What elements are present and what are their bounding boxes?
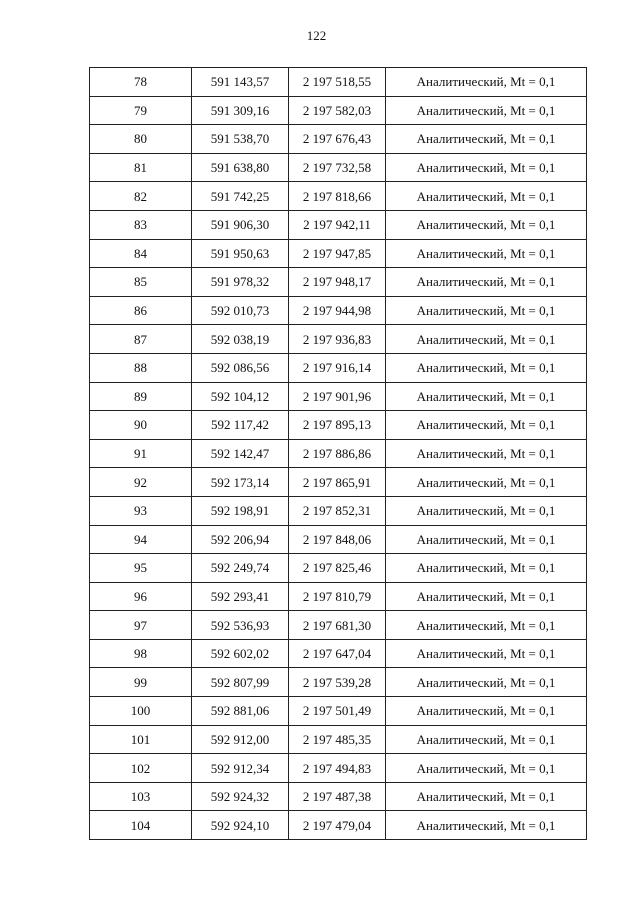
- y-coordinate-cell: 2 197 901,96: [289, 382, 386, 411]
- table-row: [90, 811, 587, 840]
- point-number-cell: 91: [90, 439, 192, 468]
- point-number-cell: 96: [90, 582, 192, 611]
- x-coordinate-cell: 592 249,74: [192, 554, 289, 583]
- point-number-cell: 78: [90, 68, 192, 97]
- point-number-cell: 88: [90, 353, 192, 382]
- y-coordinate-cell: 2 197 676,43: [289, 125, 386, 154]
- table-row: [90, 554, 587, 583]
- method-cell: Аналитический, Mt = 0,1: [386, 468, 587, 497]
- x-coordinate-cell: 592 086,56: [192, 353, 289, 382]
- point-number-cell: 100: [90, 697, 192, 726]
- point-number-cell: 103: [90, 782, 192, 811]
- table-row: [90, 182, 587, 211]
- x-coordinate-cell: 592 536,93: [192, 611, 289, 640]
- y-coordinate-cell: 2 197 818,66: [289, 182, 386, 211]
- y-coordinate-cell: 2 197 948,17: [289, 268, 386, 297]
- point-number-cell: 93: [90, 496, 192, 525]
- method-cell: Аналитический, Mt = 0,1: [386, 554, 587, 583]
- method-cell: Аналитический, Mt = 0,1: [386, 754, 587, 783]
- y-coordinate-cell: 2 197 487,38: [289, 782, 386, 811]
- y-coordinate-cell: 2 197 518,55: [289, 68, 386, 97]
- table-row: [90, 754, 587, 783]
- method-cell: Аналитический, Mt = 0,1: [386, 325, 587, 354]
- method-cell: Аналитический, Mt = 0,1: [386, 496, 587, 525]
- point-number-cell: 92: [90, 468, 192, 497]
- x-coordinate-cell: 592 142,47: [192, 439, 289, 468]
- table-row: [90, 382, 587, 411]
- method-cell: Аналитический, Mt = 0,1: [386, 296, 587, 325]
- coordinates-table: [89, 67, 587, 840]
- y-coordinate-cell: 2 197 732,58: [289, 153, 386, 182]
- y-coordinate-cell: 2 197 494,83: [289, 754, 386, 783]
- y-coordinate-cell: 2 197 539,28: [289, 668, 386, 697]
- x-coordinate-cell: 592 912,00: [192, 725, 289, 754]
- table-row: [90, 68, 587, 97]
- x-coordinate-cell: 591 742,25: [192, 182, 289, 211]
- point-number-cell: 83: [90, 210, 192, 239]
- table-row: [90, 325, 587, 354]
- y-coordinate-cell: 2 197 865,91: [289, 468, 386, 497]
- point-number-cell: 99: [90, 668, 192, 697]
- x-coordinate-cell: 592 038,19: [192, 325, 289, 354]
- method-cell: Аналитический, Mt = 0,1: [386, 411, 587, 440]
- x-coordinate-cell: 591 906,30: [192, 210, 289, 239]
- x-coordinate-cell: 592 117,42: [192, 411, 289, 440]
- method-cell: Аналитический, Mt = 0,1: [386, 125, 587, 154]
- method-cell: Аналитический, Mt = 0,1: [386, 725, 587, 754]
- point-number-cell: 82: [90, 182, 192, 211]
- method-cell: Аналитический, Mt = 0,1: [386, 525, 587, 554]
- table-row: [90, 353, 587, 382]
- method-cell: Аналитический, Mt = 0,1: [386, 268, 587, 297]
- method-cell: Аналитический, Mt = 0,1: [386, 811, 587, 840]
- table-row: [90, 96, 587, 125]
- method-cell: Аналитический, Mt = 0,1: [386, 668, 587, 697]
- point-number-cell: 97: [90, 611, 192, 640]
- y-coordinate-cell: 2 197 810,79: [289, 582, 386, 611]
- x-coordinate-cell: 592 104,12: [192, 382, 289, 411]
- method-cell: Аналитический, Mt = 0,1: [386, 239, 587, 268]
- y-coordinate-cell: 2 197 852,31: [289, 496, 386, 525]
- y-coordinate-cell: 2 197 895,13: [289, 411, 386, 440]
- y-coordinate-cell: 2 197 582,03: [289, 96, 386, 125]
- x-coordinate-cell: 591 309,16: [192, 96, 289, 125]
- point-number-cell: 81: [90, 153, 192, 182]
- y-coordinate-cell: 2 197 485,35: [289, 725, 386, 754]
- point-number-cell: 98: [90, 639, 192, 668]
- point-number-cell: 80: [90, 125, 192, 154]
- method-cell: Аналитический, Mt = 0,1: [386, 96, 587, 125]
- table-row: [90, 239, 587, 268]
- x-coordinate-cell: 591 978,32: [192, 268, 289, 297]
- point-number-cell: 101: [90, 725, 192, 754]
- table-row: [90, 296, 587, 325]
- point-number-cell: 95: [90, 554, 192, 583]
- point-number-cell: 104: [90, 811, 192, 840]
- x-coordinate-cell: 592 293,41: [192, 582, 289, 611]
- point-number-cell: 85: [90, 268, 192, 297]
- table-row: [90, 611, 587, 640]
- table-row: [90, 697, 587, 726]
- table-row: [90, 525, 587, 554]
- x-coordinate-cell: 591 538,70: [192, 125, 289, 154]
- x-coordinate-cell: 592 198,91: [192, 496, 289, 525]
- point-number-cell: 89: [90, 382, 192, 411]
- table-row: [90, 496, 587, 525]
- table-row: [90, 439, 587, 468]
- x-coordinate-cell: 592 010,73: [192, 296, 289, 325]
- x-coordinate-cell: 592 912,34: [192, 754, 289, 783]
- table-row: [90, 782, 587, 811]
- y-coordinate-cell: 2 197 825,46: [289, 554, 386, 583]
- y-coordinate-cell: 2 197 848,06: [289, 525, 386, 554]
- point-number-cell: 87: [90, 325, 192, 354]
- method-cell: Аналитический, Mt = 0,1: [386, 210, 587, 239]
- x-coordinate-cell: 591 950,63: [192, 239, 289, 268]
- method-cell: Аналитический, Mt = 0,1: [386, 697, 587, 726]
- point-number-cell: 94: [90, 525, 192, 554]
- method-cell: Аналитический, Mt = 0,1: [386, 782, 587, 811]
- method-cell: Аналитический, Mt = 0,1: [386, 353, 587, 382]
- x-coordinate-cell: 592 173,14: [192, 468, 289, 497]
- table-row: [90, 725, 587, 754]
- table-row: [90, 639, 587, 668]
- method-cell: Аналитический, Mt = 0,1: [386, 182, 587, 211]
- table-row: [90, 668, 587, 697]
- y-coordinate-cell: 2 197 916,14: [289, 353, 386, 382]
- x-coordinate-cell: 592 602,02: [192, 639, 289, 668]
- x-coordinate-cell: 591 143,57: [192, 68, 289, 97]
- table-row: [90, 411, 587, 440]
- page-number: 122: [306, 28, 327, 43]
- table-row: [90, 582, 587, 611]
- table-row: [90, 268, 587, 297]
- method-cell: Аналитический, Mt = 0,1: [386, 611, 587, 640]
- method-cell: Аналитический, Mt = 0,1: [386, 582, 587, 611]
- y-coordinate-cell: 2 197 886,86: [289, 439, 386, 468]
- point-number-cell: 102: [90, 754, 192, 783]
- x-coordinate-cell: 592 924,32: [192, 782, 289, 811]
- method-cell: Аналитический, Mt = 0,1: [386, 68, 587, 97]
- y-coordinate-cell: 2 197 947,85: [289, 239, 386, 268]
- method-cell: Аналитический, Mt = 0,1: [386, 153, 587, 182]
- table-row: [90, 468, 587, 497]
- y-coordinate-cell: 2 197 479,04: [289, 811, 386, 840]
- point-number-cell: 84: [90, 239, 192, 268]
- y-coordinate-cell: 2 197 501,49: [289, 697, 386, 726]
- table-row: [90, 125, 587, 154]
- y-coordinate-cell: 2 197 681,30: [289, 611, 386, 640]
- point-number-cell: 79: [90, 96, 192, 125]
- point-number-cell: 90: [90, 411, 192, 440]
- method-cell: Аналитический, Mt = 0,1: [386, 439, 587, 468]
- x-coordinate-cell: 592 807,99: [192, 668, 289, 697]
- x-coordinate-cell: 591 638,80: [192, 153, 289, 182]
- x-coordinate-cell: 592 206,94: [192, 525, 289, 554]
- method-cell: Аналитический, Mt = 0,1: [386, 382, 587, 411]
- method-cell: Аналитический, Mt = 0,1: [386, 639, 587, 668]
- x-coordinate-cell: 592 924,10: [192, 811, 289, 840]
- y-coordinate-cell: 2 197 944,98: [289, 296, 386, 325]
- table-row: [90, 210, 587, 239]
- y-coordinate-cell: 2 197 942,11: [289, 210, 386, 239]
- coordinates-table-body: [90, 68, 587, 840]
- point-number-cell: 86: [90, 296, 192, 325]
- x-coordinate-cell: 592 881,06: [192, 697, 289, 726]
- y-coordinate-cell: 2 197 647,04: [289, 639, 386, 668]
- table-row: [90, 153, 587, 182]
- y-coordinate-cell: 2 197 936,83: [289, 325, 386, 354]
